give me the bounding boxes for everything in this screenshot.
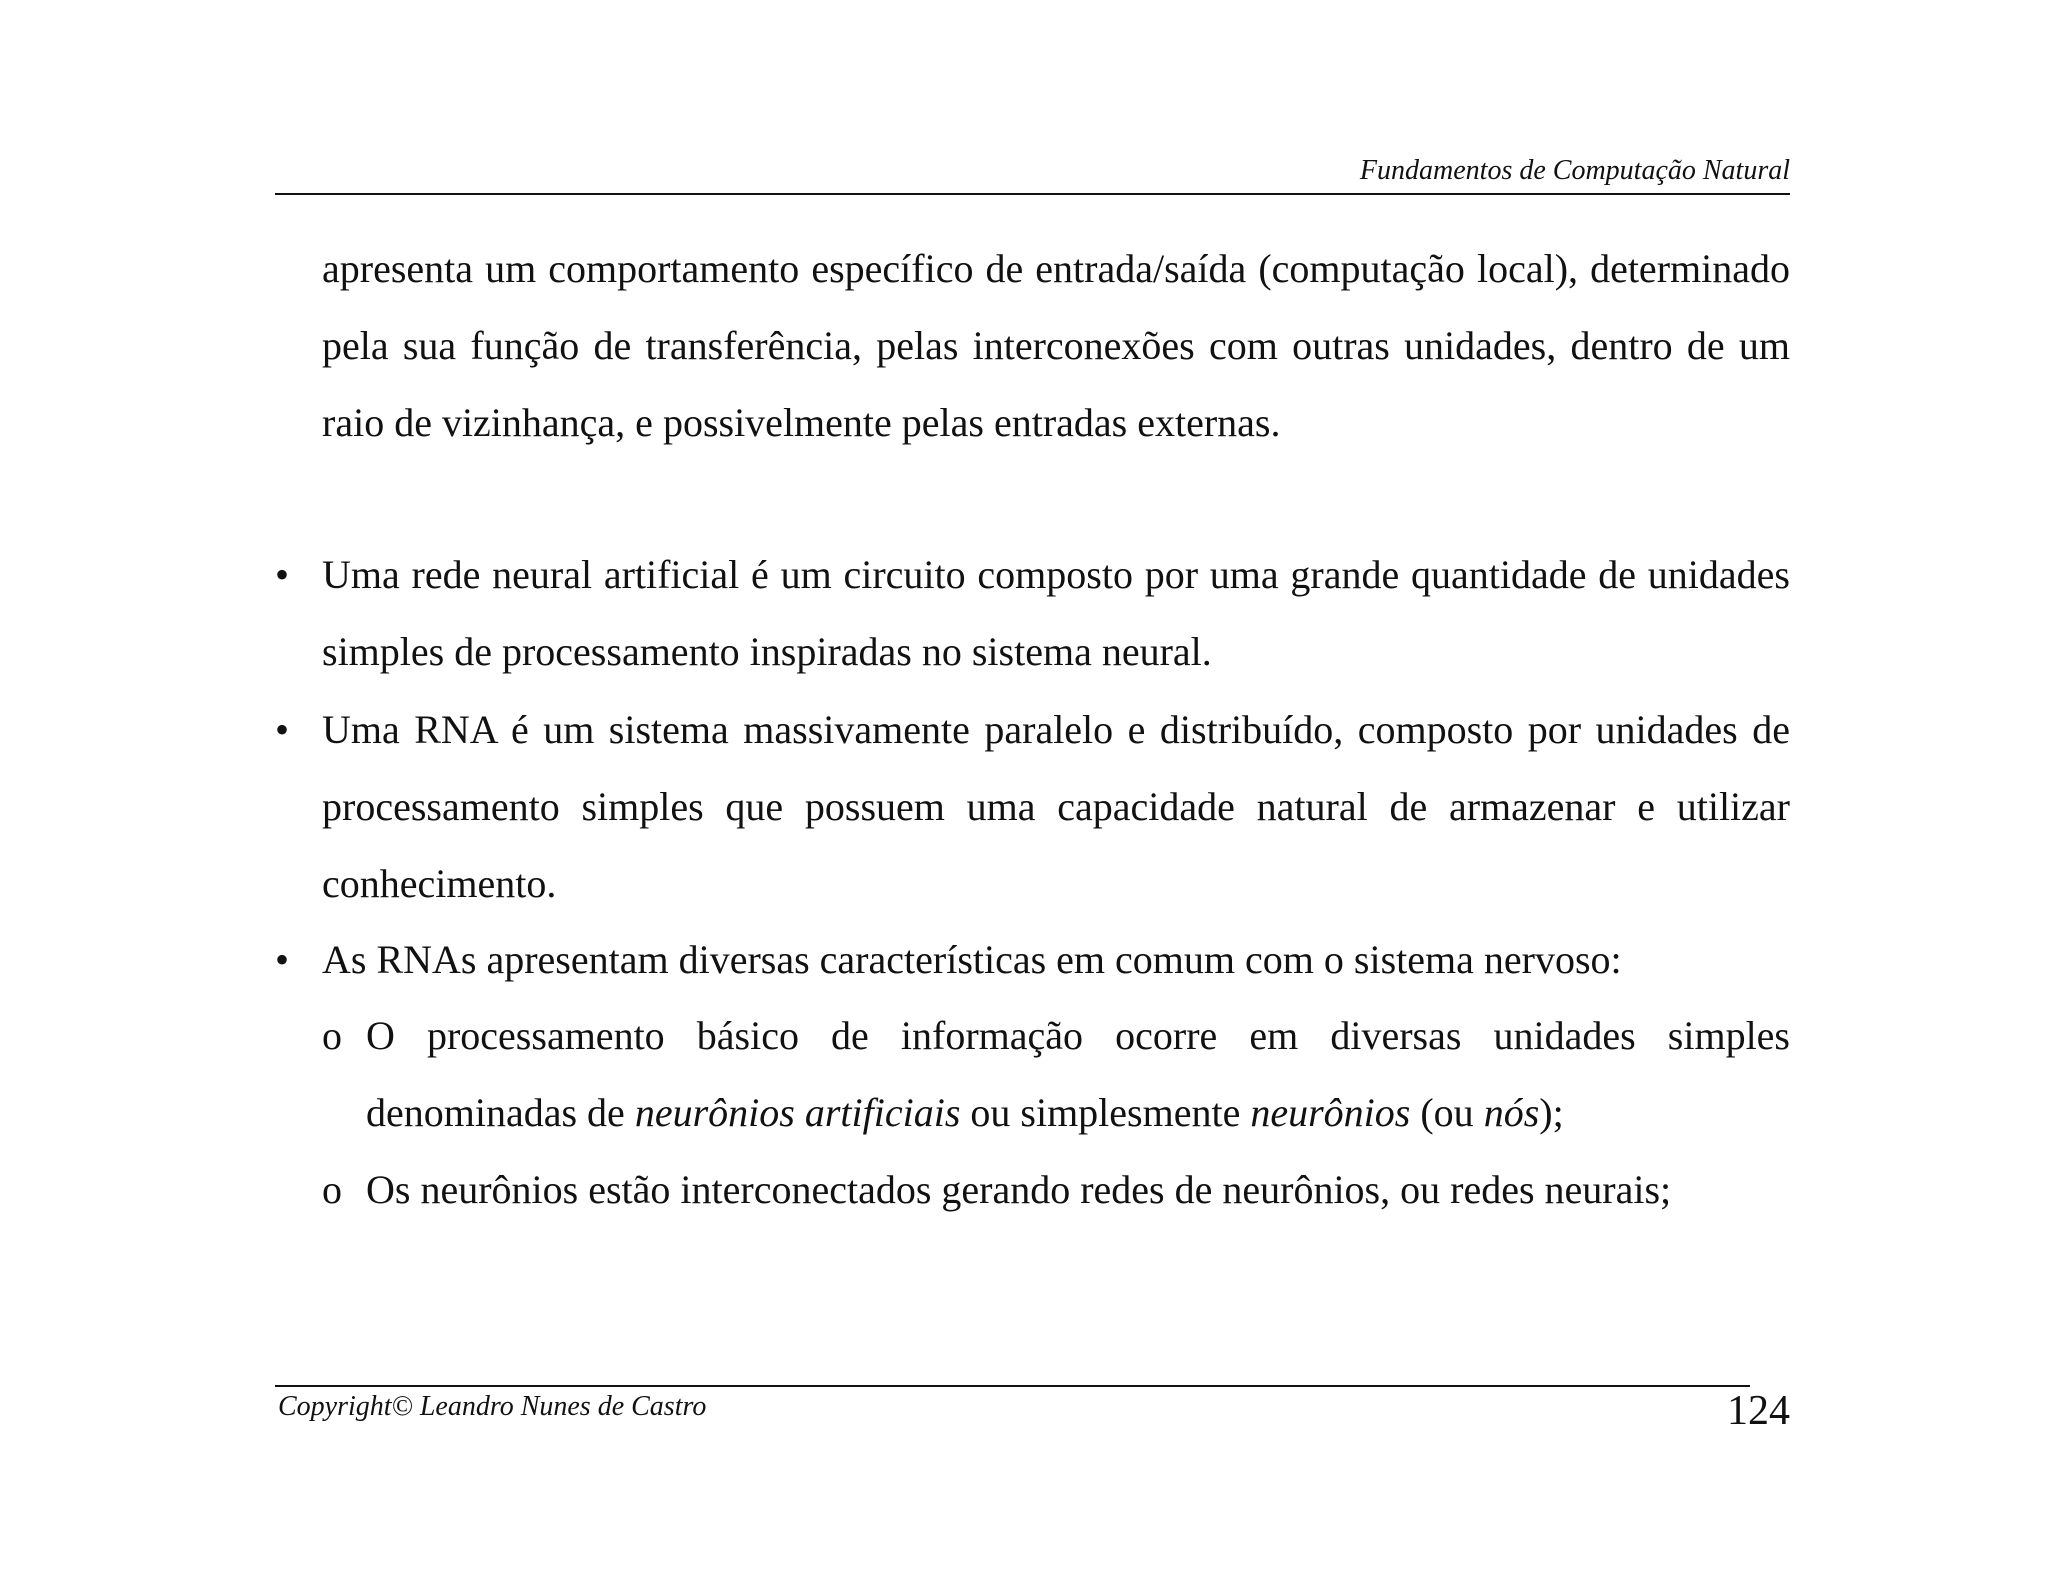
sub-bullet-item-1 — [366, 997, 1790, 1151]
sub-bullet-text: ); — [1539, 1090, 1564, 1135]
sub-bullet-item-2: Os neurônios estão interconectados gerando redes de neurônios, ou redes neurais; — [366, 1167, 1672, 1212]
sub-bullet-text: ou simplesmente — [960, 1090, 1251, 1135]
page-number: 124 — [1727, 1388, 1790, 1434]
emphasis-neuronios-artificiais: neurônios artificiais — [634, 1090, 961, 1135]
emphasis-neuronios: neurônios — [1250, 1090, 1411, 1135]
sub-bullet-text: O processamento básico de informação ocorre em diversas unidades simples denominadas de — [366, 1013, 1790, 1135]
continuation-paragraph: apresenta um comportamento específico de entrada/saída (computação local), determinado pela sua função de transferência, pelas interconexões com outras unidades, dentro de um raio de vizinhança, e possivelmente pelas entradas externas. — [322, 246, 1790, 445]
sub-bullet-text: (ou — [1410, 1090, 1484, 1135]
header-rule — [275, 193, 1790, 195]
sub-bullet-marker: o — [322, 1167, 342, 1212]
bullet-item-2: Uma RNA é um sistema massivamente paralelo e distribuído, composto por unidades de processamento simples que possuem uma capacidade natural de armazenar e utilizar conhecimento. — [322, 707, 1790, 906]
bullet-marker: • — [275, 707, 290, 752]
bullet-marker: • — [275, 552, 290, 597]
footer-rule — [275, 1385, 1750, 1387]
emphasis-nos: nós — [1483, 1090, 1540, 1135]
sub-bullet-marker: o — [322, 1013, 342, 1058]
bullet-item-3: As RNAs apresentam diversas características em comum com o sistema nervoso: — [322, 937, 1622, 982]
copyright-text: Copyright© Leandro Nunes de Castro — [278, 1391, 707, 1422]
running-header-title: Fundamentos de Computação Natural — [1359, 155, 1790, 186]
bullet-item-1: Uma rede neural artificial é um circuito composto por uma grande quantidade de unidades simples de processamento inspiradas no sistema neural. — [322, 552, 1790, 674]
bullet-marker: • — [275, 937, 290, 982]
